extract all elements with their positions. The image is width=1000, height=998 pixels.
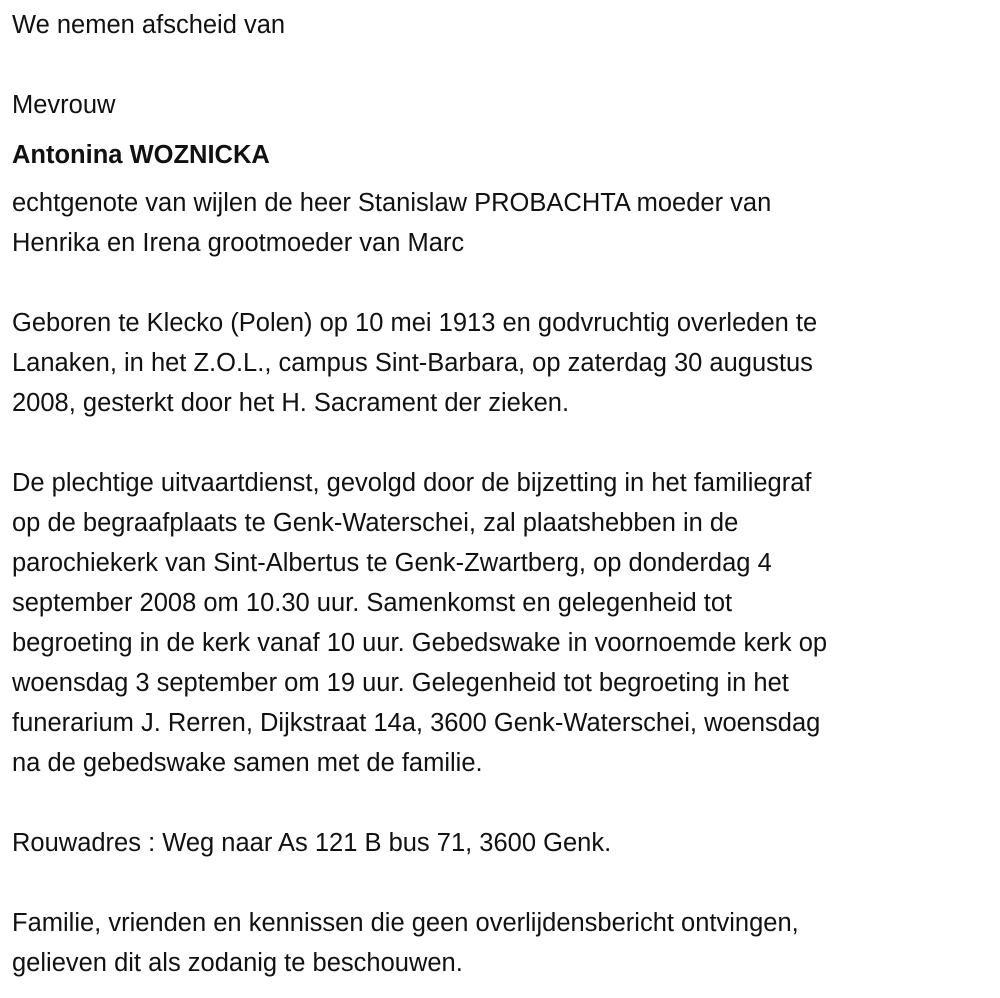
text-line: op de begraafplaats te Genk-Waterschei, zal plaatshebben in de: [12, 509, 739, 537]
intro-line: We nemen afscheid van: [12, 11, 286, 39]
text-line: na de gebedswake samen met de familie.: [12, 749, 483, 777]
birth-death-paragraph: [12, 303, 817, 423]
text-line: september 2008 om 10.30 uur. Samenkomst en gelegenheid tot: [12, 589, 733, 617]
closing-paragraph: [12, 903, 799, 983]
text-line: gelieven dit als zodanig te beschouwen.: [12, 949, 463, 977]
text-line: Geboren te Klecko (Polen) op 10 mei 1913 en godvruchtig overleden te: [12, 309, 818, 337]
title-text: [12, 85, 115, 125]
intro-text: [12, 5, 285, 45]
name-line: Antonina WOZNICKA: [12, 141, 270, 169]
text-line: woensdag 3 september om 19 uur. Gelegenheid tot begroeting in het: [12, 669, 789, 697]
text-line: echtgenote van wijlen de heer Stanislaw PROBACHTA moeder van: [12, 189, 772, 217]
text-line: funerarium J. Rerren, Dijkstraat 14a, 3600 Genk-Waterschei, woensdag: [12, 709, 821, 737]
title-line: Mevrouw: [12, 91, 116, 119]
text-line: begroeting in de kerk vanaf 10 uur. Gebedswake in voornoemde kerk op: [12, 629, 828, 657]
relations-paragraph: [12, 183, 771, 263]
text-line: Familie, vrienden en kennissen die geen overlijdensbericht ontvingen,: [12, 909, 799, 937]
funeral-paragraph: [12, 463, 827, 783]
text-line: Rouwadres : Weg naar As 121 B bus 71, 3600 Genk.: [12, 829, 612, 857]
address-paragraph: [12, 823, 611, 863]
text-line: De plechtige uitvaartdienst, gevolgd door de bijzetting in het familiegraf: [12, 469, 812, 497]
text-line: parochiekerk van Sint-Albertus te Genk-Zwartberg, op donderdag 4: [12, 549, 772, 577]
text-line: Henrika en Irena grootmoeder van Marc: [12, 229, 465, 257]
deceased-name: [12, 135, 270, 175]
text-line: 2008, gesterkt door het H. Sacrament der zieken.: [12, 389, 570, 417]
text-line: Lanaken, in het Z.O.L., campus Sint-Barbara, op zaterdag 30 augustus: [12, 349, 813, 377]
